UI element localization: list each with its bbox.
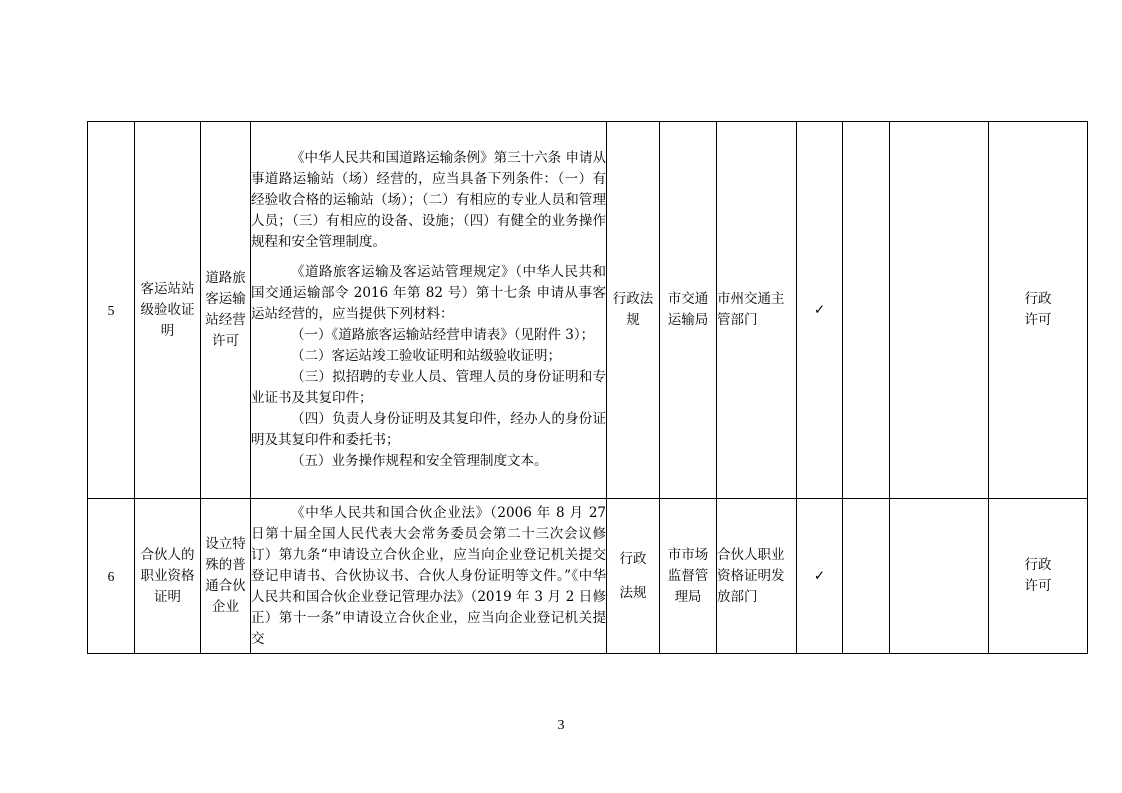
matters-table xyxy=(87,121,1088,654)
issuing-department: 合伙人职业资格证明发放部门 xyxy=(717,499,797,654)
legal-basis: 《中华人民共和国合伙企业法》（2006 年 8 月 27 日第十届全国人民代表大会常务委员会第二十三次会议修订）第九条“申请设立合伙企业，应当向企业登记机关提交登记申请书、合伙协议书、合伙人身份证明等文件。”《中华人民共和国合伙企业登记管理办法》（2019 年 3 月 2 日修正）第十一条”申请设立合伙企业，应当向企业登记机关提交 xyxy=(251,499,607,654)
matter-name: 设立特殊的普通合伙企业 xyxy=(201,499,251,654)
check-mark-icon: ✓ xyxy=(797,122,843,499)
responsible-department: 市交通运输局 xyxy=(660,122,717,499)
check-mark-icon: ✓ xyxy=(797,499,843,654)
basis-type: 行政法规 xyxy=(607,499,660,654)
table-row xyxy=(88,499,1088,654)
issuing-department: 市州交通主管部门 xyxy=(717,122,797,499)
matter-name: 道路旅客运输站经营许可 xyxy=(201,122,251,499)
table-row xyxy=(88,122,1088,499)
basis-type: 行政法规 xyxy=(607,122,660,499)
empty-cell xyxy=(890,499,989,654)
matter-category: 行政许可 xyxy=(989,499,1088,654)
legal-basis: 《中华人民共和国道路运输条例》第三十六条 申请从事道路运输站（场）经营的，应当具备下列条件：（一）有经验收合格的运输站（场）；（二）有相应的专业人员和管理人员；（三）有相应的设备、设施；（四）有健全的业务操作规程和安全管理制度。 《道路旅客运输及客运站管理规定》（中华人民共和国交通运输部令 2016 年第 82 号）第十七条 申请从事客运站经营的，应当提供下列材料： （一）《道路旅客运输站经营申请表》（见附件 3）； （二）客运站竣工验收证明和站级验收证明； （三）拟招聘的专业人员、管理人员的身份证明和专业证书及其复印件； （四）负责人身份证明及其复印件，经办人的身份证明及其复印件和委托书； （五）业务操作规程和安全管理制度文本。 xyxy=(251,122,607,499)
row-number: 5 xyxy=(88,122,135,499)
responsible-department: 市市场监督管理局 xyxy=(660,499,717,654)
empty-cell xyxy=(843,122,890,499)
material-name: 客运站站级验收证明 xyxy=(135,122,201,499)
material-name: 合伙人的职业资格证明 xyxy=(135,499,201,654)
empty-cell xyxy=(843,499,890,654)
page-number: 3 xyxy=(557,718,565,733)
row-number: 6 xyxy=(88,499,135,654)
matter-category: 行政许可 xyxy=(989,122,1088,499)
empty-cell xyxy=(890,122,989,499)
